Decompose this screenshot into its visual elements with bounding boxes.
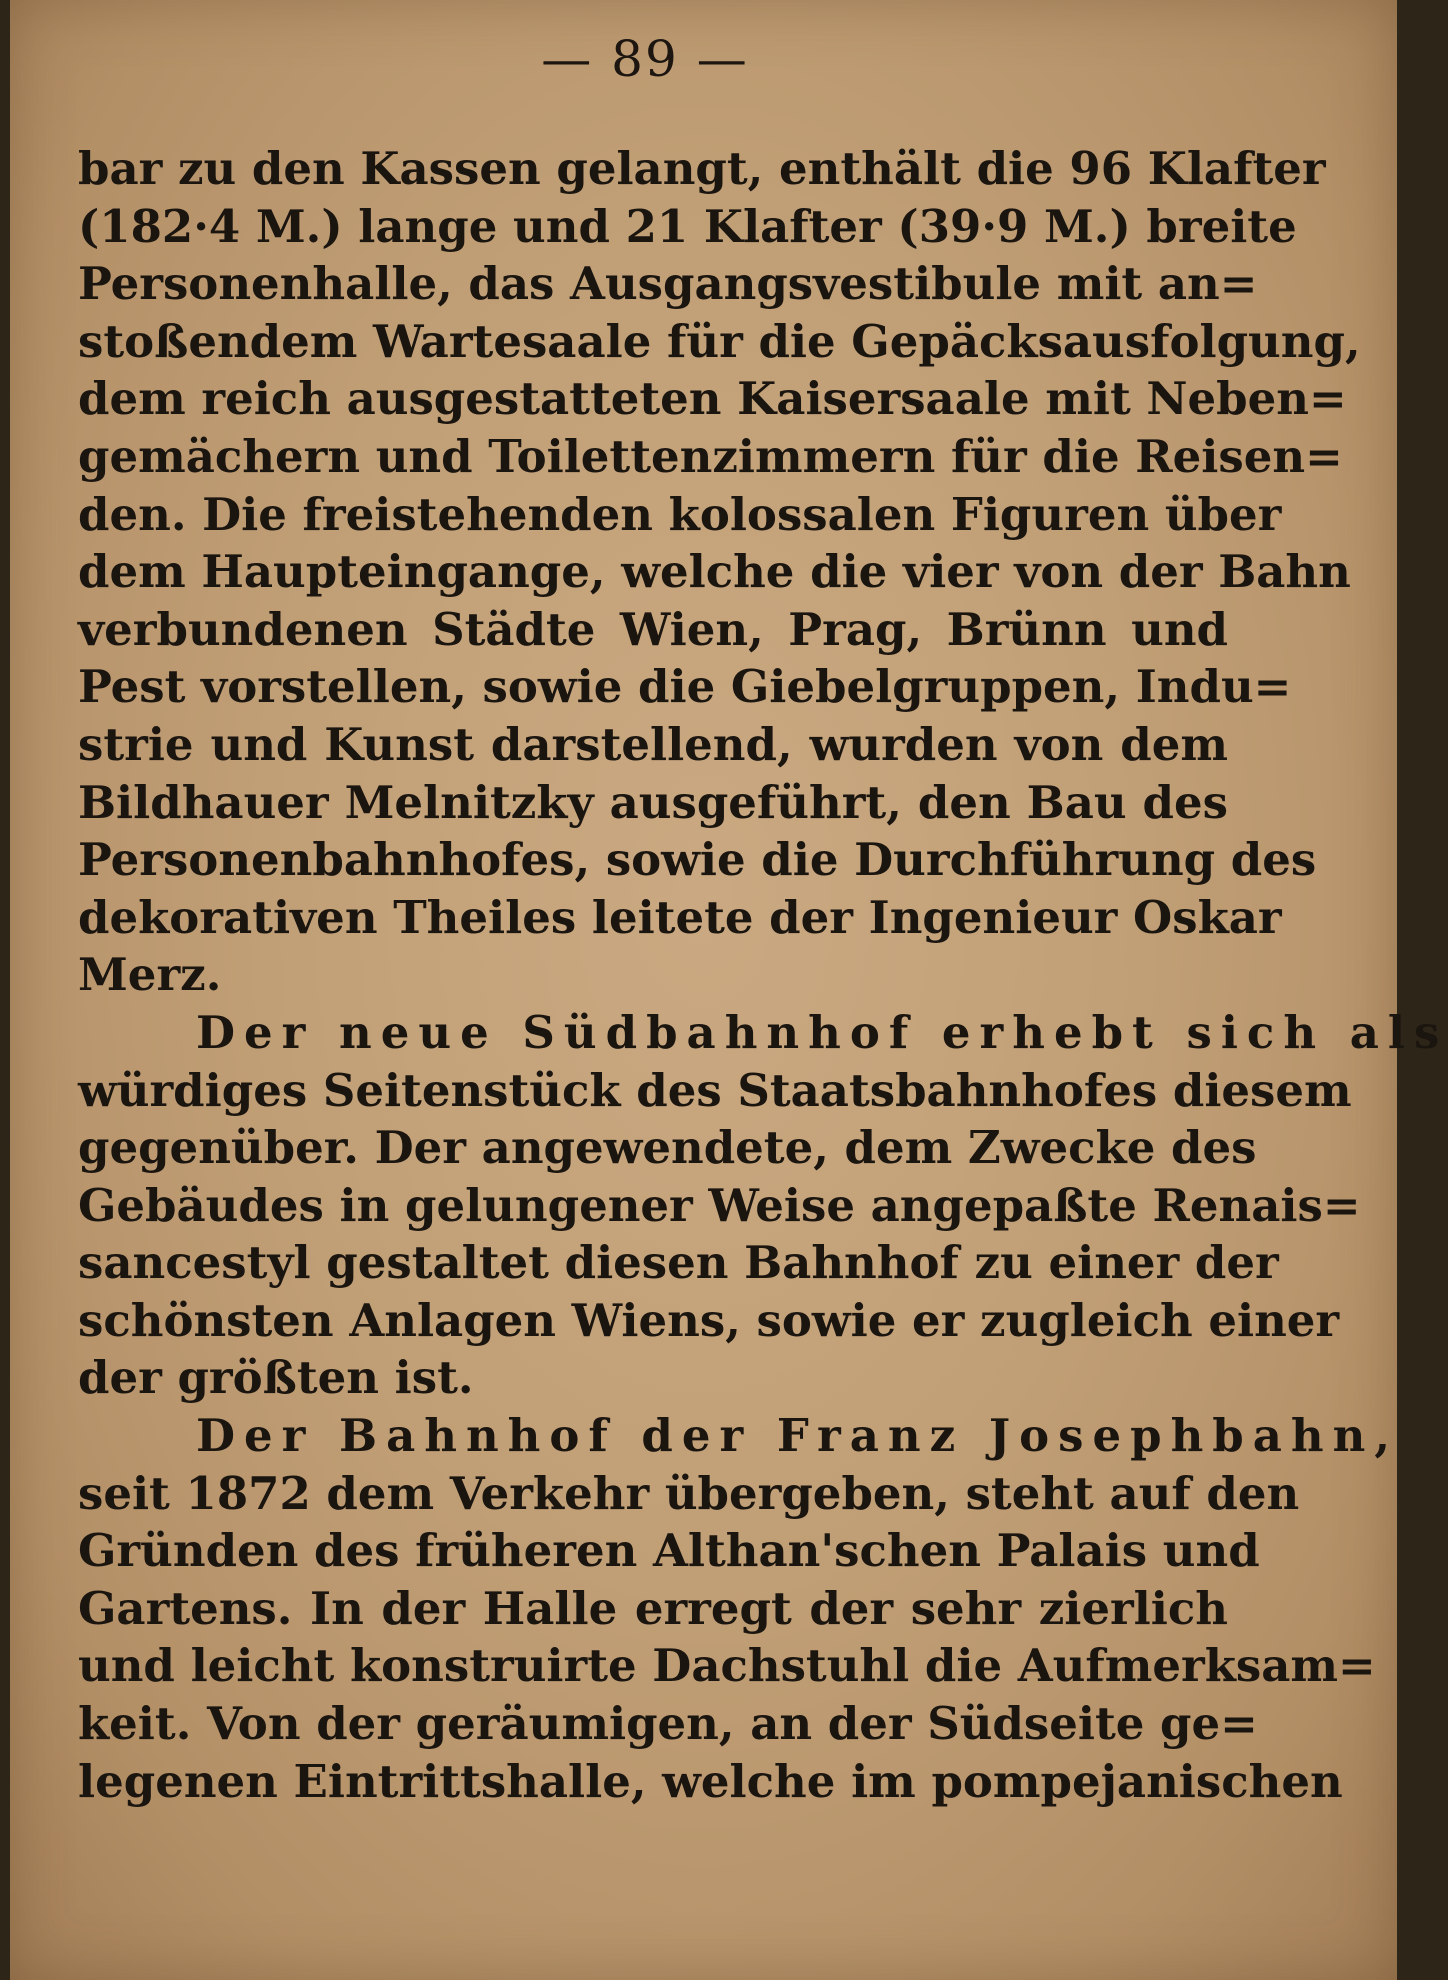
text-line: sancestyl gestaltet diesen Bahnhof zu einer der <box>78 1236 1279 1290</box>
text-line: Gartens. In der Halle erregt der sehr zierlich <box>78 1581 1228 1635</box>
text-line: stoßendem Wartesaale für die Gepäcksausfolgung, <box>78 314 1361 368</box>
text-line: Bildhauer Melnitzky ausgeführt, den Bau des <box>78 775 1228 829</box>
text-line: dem Haupteingange, welche die vier von der Bahn <box>78 545 1351 599</box>
text-line: würdiges Seitenstück des Staatsbahnhofes diesem <box>78 1063 1352 1117</box>
text-line: gegenüber. Der angewendete, dem Zwecke des <box>78 1121 1257 1175</box>
text-line: Gebäudes in gelungener Weise angepaßte Renais= <box>78 1178 1361 1232</box>
text-line: Personenbahnhofes, sowie die Durchführung des <box>78 833 1317 887</box>
text-line: Personenhalle, das Ausgangsvestibule mit an= <box>78 257 1258 311</box>
text-line: seit 1872 dem Verkehr übergeben, steht auf den <box>78 1466 1300 1520</box>
text-line: dem reich ausgestatteten Kaisersaale mit Neben= <box>78 372 1347 426</box>
text-line: Gründen des früheren Althan'schen Palais und <box>78 1524 1260 1578</box>
text-line: verbundenen Städte Wien, Prag, Brünn und <box>78 602 1228 656</box>
text-line: den. Die freistehenden kolossalen Figuren über <box>78 487 1282 541</box>
text-line: gemächern und Toilettenzimmern für die Reisen= <box>78 429 1343 483</box>
book-page <box>10 0 1448 1980</box>
page-number: — 89 — <box>541 30 749 88</box>
text-line: schönsten Anlagen Wiens, sowie er zugleich einer <box>78 1293 1340 1347</box>
text-line: und leicht konstruirte Dachstuhl die Aufmerksam= <box>78 1639 1376 1693</box>
text-line: der größten ist. <box>78 1351 474 1405</box>
text-line: dekorativen Theiles leitete der Ingenieur Oskar <box>78 890 1282 944</box>
text-line: strie und Kunst darstellend, wurden von dem <box>78 717 1228 771</box>
text-line: legenen Eintrittshalle, welche im pompejanischen <box>78 1754 1343 1808</box>
text-line: Der Bahnhof der Franz Josephbahn, <box>196 1409 1400 1463</box>
text-line: Pest vorstellen, sowie die Giebelgruppen, Indu= <box>78 660 1292 714</box>
text-line: bar zu den Kassen gelangt, enthält die 96 Klafter <box>78 142 1326 195</box>
text-line: keit. Von der geräumigen, an der Südseite ge= <box>78 1697 1258 1751</box>
text-line: Merz. <box>78 948 222 1002</box>
text-line: (182·4 M.) lange und 21 Klafter (39·9 M.) breite <box>78 199 1297 253</box>
body-text <box>78 140 1448 1810</box>
text-line: Der neue Südbahnhof erhebt sich als <box>196 1005 1448 1059</box>
